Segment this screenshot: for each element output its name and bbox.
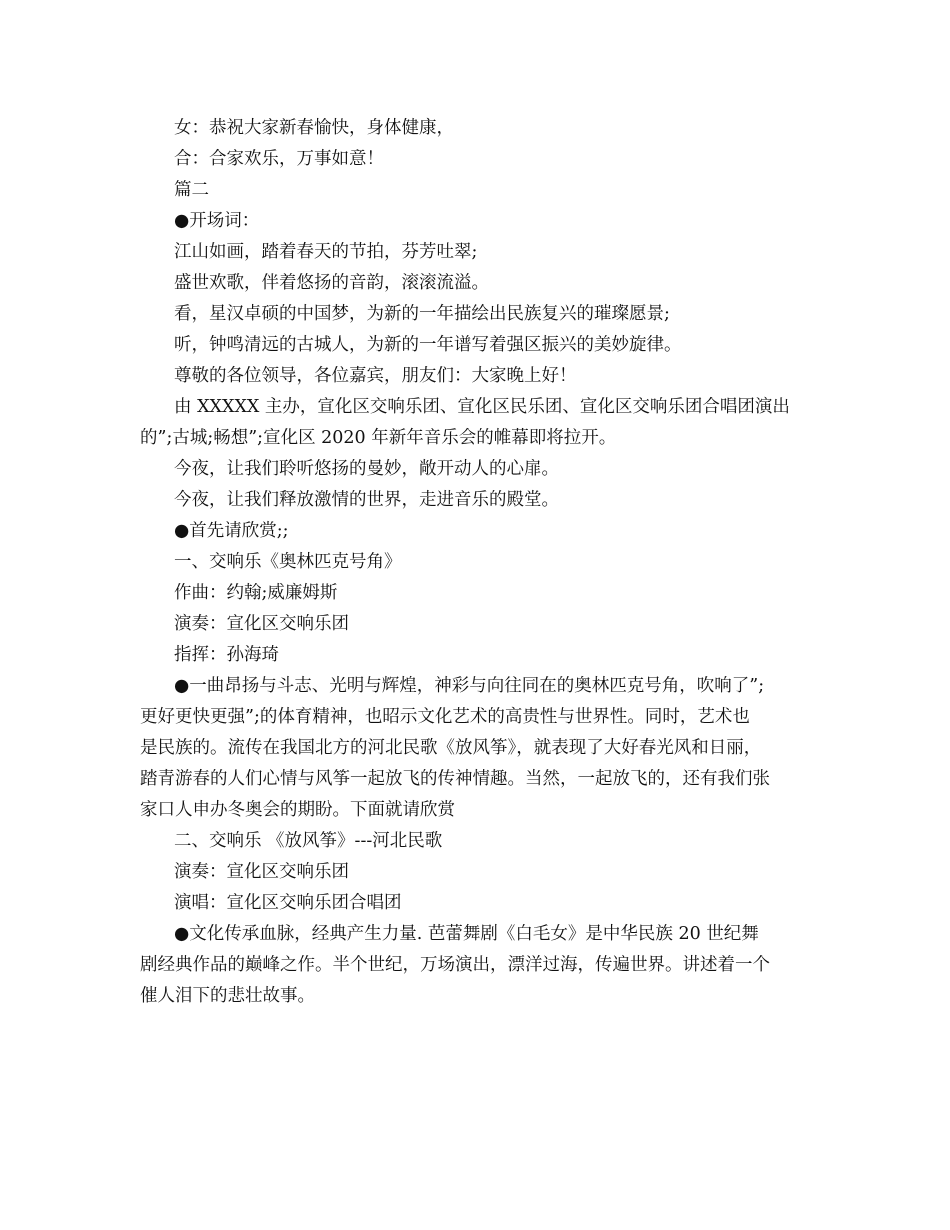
program-item-composer: 作曲：约翰;威廉姆斯 xyxy=(174,583,338,603)
paragraph-line: 更好更快更强”;的体育精神，也昭示文化艺术的高贵性与世界性。同时，艺术也 xyxy=(140,707,750,727)
program-item-conductor: 指挥：孙海琦 xyxy=(174,645,279,665)
program-item-title-1: 一、交响乐《奥林匹克号角》 xyxy=(174,552,402,572)
text-line-tonight-1: 今夜，让我们聆听悠扬的曼妙，敞开动人的心扉。 xyxy=(174,459,559,479)
program-item-performer: 演奏：宣化区交响乐团 xyxy=(174,614,349,634)
paragraph-line: 剧经典作品的巅峰之作。半个世纪，万场演出，漂洋过海，传遍世界。讲述着一个 xyxy=(140,955,770,975)
program-item-singer-2: 演唱：宣化区交响乐团合唱团 xyxy=(174,893,402,913)
paragraph-line: ●一曲昂扬与斗志、光明与辉煌，神彩与向往同在的奥林匹克号角，吹响了”; xyxy=(174,676,765,696)
text-line-greeting-together: 合：合家欢乐，万事如意！ xyxy=(174,149,384,169)
text-line-tonight-2: 今夜，让我们释放激情的世界，走进音乐的殿堂。 xyxy=(174,490,559,510)
paragraph-host-intro xyxy=(140,392,830,454)
paragraph-line: 踏青游春的人们心情与风筝一起放飞的传神情趣。当然，一起放飞的，还有我们张 xyxy=(140,769,770,789)
text-line-salutation: 尊敬的各位领导，各位嘉宾，朋友们：大家晚上好！ xyxy=(174,366,577,386)
program-item-performer-2: 演奏：宣化区交响乐团 xyxy=(174,862,349,882)
text-line-opening-2: 盛世欢歌，伴着悠扬的音韵，滚滚流溢。 xyxy=(174,273,489,293)
paragraph-line: 家口人申办冬奥会的期盼。下面就请欣赏 xyxy=(140,800,455,820)
text-line-greeting-female: 女：恭祝大家新春愉快，身体健康， xyxy=(174,118,454,138)
paragraph-white-haired-girl xyxy=(140,919,830,1012)
text-line-opening-1: 江山如画，踏着春天的节拍，芬芳吐翠; xyxy=(174,242,478,262)
program-item-title-2: 二、交响乐 《放风筝》---河北民歌 xyxy=(174,831,443,851)
paragraph-olympic-fanfare xyxy=(140,671,830,826)
opening-remarks-heading: ●开场词： xyxy=(174,211,260,231)
section-heading-part-two: 篇二 xyxy=(174,180,209,200)
paragraph-line: 是民族的。流传在我国北方的河北民歌《放风筝》，就表现了大好春光风和日丽， xyxy=(140,738,762,758)
paragraph-line: 催人泪下的悲壮故事。 xyxy=(140,986,315,1006)
text-line-opening-3: 看，星汉卓硕的中国梦，为新的一年描绘出民族复兴的璀璨愿景; xyxy=(174,304,670,324)
document-body xyxy=(140,113,830,1012)
text-line-opening-4: 听，钟鸣清远的古城人，为新的一年谱写着强区振兴的美妙旋律。 xyxy=(174,335,682,355)
paragraph-line: 由 XXXXX 主办，宣化区交响乐团、宣化区民乐团、宣化区交响乐团合唱团演出 xyxy=(174,397,790,417)
paragraph-line: ●文化传承血脉，经典产生力量. 芭蕾舞剧《白毛女》是中华民族 20 世纪舞 xyxy=(174,924,759,944)
program-intro-heading: ●首先请欣赏;; xyxy=(174,521,289,541)
paragraph-line: 的”;古城;畅想”;宣化区 2020 年新年音乐会的帷幕即将拉开。 xyxy=(140,428,617,448)
